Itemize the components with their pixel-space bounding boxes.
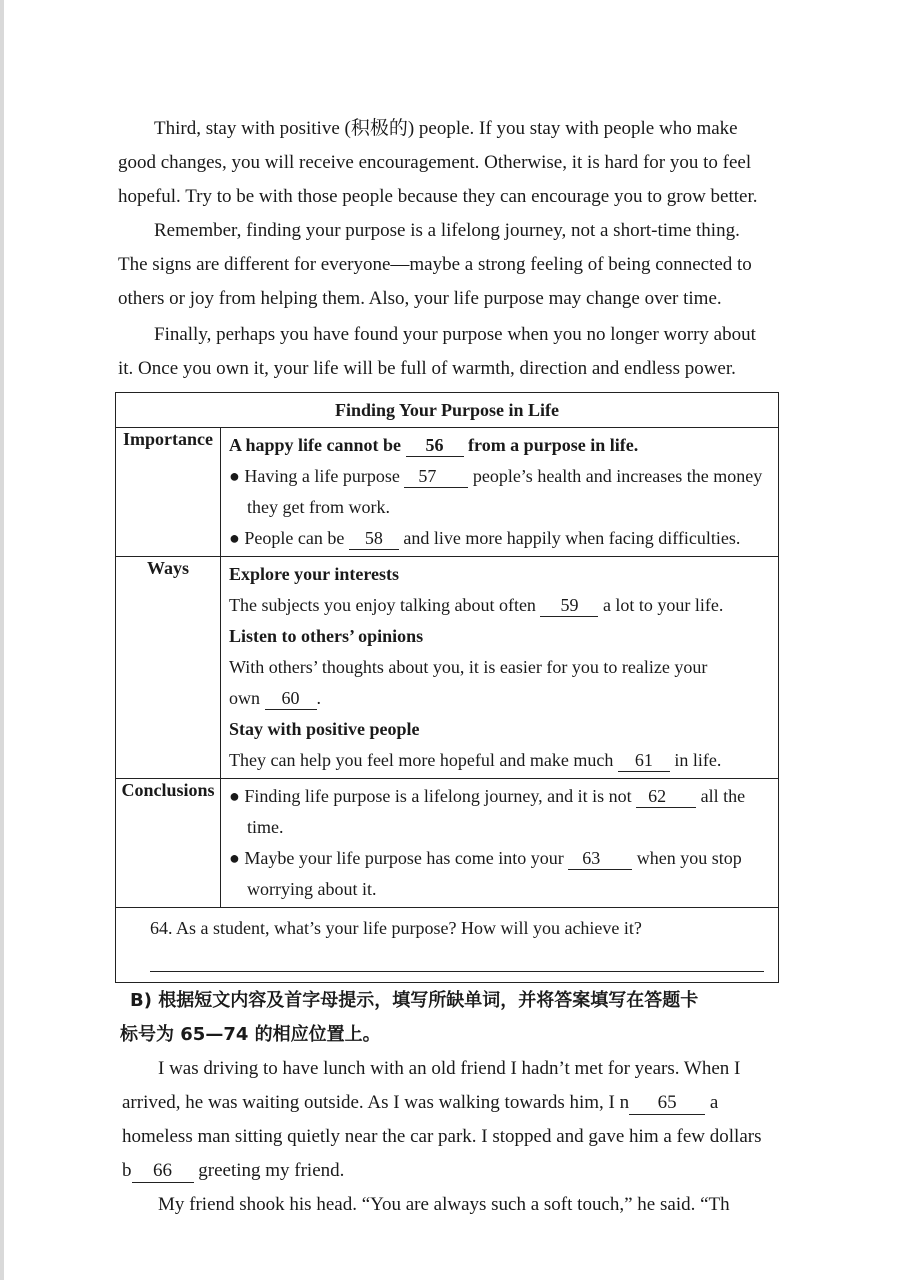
blank-63[interactable]: 63 [568,847,632,870]
text-line-blank-66 [122,1154,772,1188]
page-edge [0,0,4,1280]
blank-65[interactable]: 65 [629,1092,705,1115]
text: own [229,688,260,708]
text-line-blank-65 [122,1086,772,1120]
blank-59[interactable]: 59 [540,594,598,617]
text: b [122,1160,132,1181]
importance-bullet-2: ● People can be 58 and live more happily when facing difficulties. [229,528,741,548]
ways-line-2: With others’ thoughts about you, it is easier for you to realize your [229,657,708,677]
importance-bullet-1: ● Having a life purpose 57 people’s health and increases the money they get from work. [229,466,763,517]
text: Having a life purpose [244,466,400,486]
row-label-conclusions: Conclusions [116,779,221,908]
paragraph-remember [118,214,774,316]
text: greeting my friend. [198,1160,345,1181]
blank-66[interactable]: 66 [132,1160,194,1183]
text-line: homeless man sitting quietly near the car park. I stopped and gave him a few dollars [122,1126,762,1147]
text: arrived, he was waiting outside. As I was walking towards him, I n [122,1092,630,1113]
passage-b [122,1052,772,1222]
text-line: Third, stay with positive (积极的) people. If you stay with people who make [154,118,738,139]
question-64-text: 64. As a student, what’s your life purpose? How will you achieve it? [150,918,642,938]
text-line: The signs are different for everyone—maybe a strong feeling of being connected to [118,254,752,275]
summary-table [115,392,779,983]
text-line: Remember, finding your purpose is a lifelong journey, not a short-time thing. [154,220,740,241]
text: people’s health and increases the [472,466,709,486]
conclusions-content [221,779,779,908]
conclusions-bullet-1: ● Finding life purpose is a lifelong journey, and it is not 62 all the time. [229,786,746,837]
ways-line-4 [229,745,770,776]
ways-line-3 [229,683,770,714]
table-title: Finding Your Purpose in Life [116,393,779,428]
blank-62[interactable]: 62 [636,785,696,808]
ways-heading-1: Explore your interests [229,564,399,584]
ways-heading-3: Stay with positive people [229,719,420,739]
text-line: hopeful. Try to be with those people because they can encourage you to grow better. [118,186,758,207]
text: . [316,688,321,708]
text-line: My friend shook his head. “You are always such a soft touch,” he said. “Th [158,1194,730,1215]
text: and live more happily when facing difficulties. [403,528,741,548]
text: People can be [244,528,345,548]
blank-56[interactable]: 56 [406,434,464,457]
text: the time. [247,786,746,837]
paragraph-finally [118,318,774,386]
text-line: others or joy from helping them. Also, your life purpose may change over time. [118,288,722,309]
text: a [709,1092,719,1113]
question-64-cell [116,908,779,983]
text: A happy life cannot be [229,435,402,455]
importance-content [221,428,779,557]
row-label-ways: Ways [116,557,221,779]
section-b-line-1: B) 根据短文内容及首字母提示，填写所缺单词，并将答案填写在答题卡 [130,990,699,1011]
section-b-instructions [120,984,780,1052]
text: Finding life purpose is a lifelong journey, and it is not [244,786,632,806]
text: They can help you feel more hopeful and make much [229,750,614,770]
importance-line-1 [229,430,770,461]
text: when you [636,848,708,868]
blank-61[interactable]: 61 [618,749,670,772]
paragraph-third [118,112,774,214]
answer-line-64[interactable] [150,971,764,972]
text: Maybe your life purpose has come into your [244,848,564,868]
conclusions-bullet-2: ● Maybe your life purpose has come into your 63 when you stop worrying about it. [229,848,742,899]
blank-58[interactable]: 58 [349,527,399,550]
text-line: it. Once you own it, your life will be full of warmth, direction and endless power. [118,358,736,379]
ways-line-1 [229,590,770,621]
row-label-importance: Importance [116,428,221,557]
section-b-line-2: 标号为 65—74 的相应位置上。 [120,1024,381,1045]
text-line: Finally, perhaps you have found your purpose when you no longer worry about [154,324,756,345]
text-line: I was driving to have lunch with an old friend I hadn’t met for years. When I [158,1058,741,1079]
text-line: good changes, you will receive encouragement. Otherwise, it is hard for you to feel [118,152,752,173]
text: from a purpose in life. [468,435,639,455]
text: all [700,786,719,806]
text: a lot to your life. [602,595,724,615]
text: The subjects you enjoy talking about often [229,595,536,615]
ways-content [221,557,779,779]
blank-57[interactable]: 57 [404,465,468,488]
blank-60[interactable]: 60 [265,687,317,710]
text: stop worrying about it. [247,848,742,899]
text: in life. [674,750,722,770]
ways-heading-2: Listen to others’ opinions [229,626,424,646]
text: money they get from work. [247,466,763,517]
